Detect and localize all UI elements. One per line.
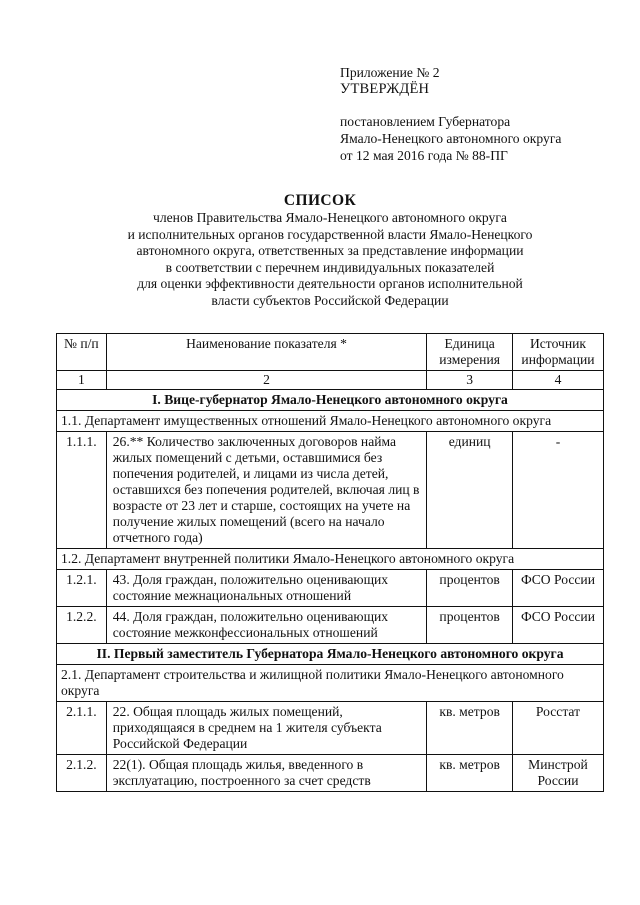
- document-subtitle: [60, 210, 600, 310]
- indicator-source: -: [512, 432, 603, 549]
- row-number: 1.2.1.: [57, 570, 107, 607]
- indicator-source: Минстрой России: [512, 755, 603, 792]
- row-number: 2.1.1.: [57, 702, 107, 755]
- indicator-unit: процентов: [427, 570, 513, 607]
- indicator-name: 44. Доля граждан, положительно оценивающих состояние межконфессиональных отношений: [106, 607, 427, 644]
- indicator-unit: единиц: [427, 432, 513, 549]
- indicator-name: 43. Доля граждан, положительно оценивающих состояние межнациональных отношений: [106, 570, 427, 607]
- header-source: Источник информации: [512, 334, 603, 371]
- row-number: 1.2.2.: [57, 607, 107, 644]
- department-title: 1.2. Департамент внутренней политики Ямало-Ненецкого автономного округа: [57, 549, 604, 570]
- indicator-name: 22(1). Общая площадь жилья, введенного в эксплуатацию, построенного за счет средств: [106, 755, 427, 792]
- header-indicator-name: Наименование показателя *: [106, 334, 427, 371]
- appendix-number: Приложение № 2: [340, 65, 440, 80]
- table-header-row: [57, 334, 604, 371]
- region-line: Ямало-Ненецкого автономного округа: [340, 131, 562, 146]
- decree-date: от 12 мая 2016 года № 88-ПГ: [340, 148, 508, 163]
- header-number: № п/п: [57, 334, 107, 371]
- subtitle-line: для оценки эффективности деятельности органов исполнительной: [137, 276, 523, 292]
- indicator-source: ФСО России: [512, 607, 603, 644]
- table-row: [57, 702, 604, 755]
- subtitle-line: в соответствии с перечнем индивидуальных показателей: [165, 259, 495, 275]
- table-row: [57, 607, 604, 644]
- section-title: I. Вице-губернатор Ямало-Ненецкого автономного округа: [57, 390, 604, 411]
- department-row: [57, 549, 604, 570]
- indicator-name: 22. Общая площадь жилых помещений, приходящаяся в среднем на 1 жителя субъекта Российской Федерации: [106, 702, 427, 755]
- indicator-unit: процентов: [427, 607, 513, 644]
- subtitle-line: автономного округа, ответственных за представление информации: [136, 243, 524, 259]
- column-number: 1: [57, 371, 107, 390]
- document-title: СПИСОК: [283, 192, 357, 209]
- section-row: [57, 644, 604, 665]
- approved-label: УТВЕРЖДЁН: [340, 81, 430, 97]
- column-number: 2: [106, 371, 427, 390]
- department-row: [57, 411, 604, 432]
- department-title: 1.1. Департамент имущественных отношений Ямало-Ненецкого автономного округа: [57, 411, 604, 432]
- department-title: 2.1. Департамент строительства и жилищной политики Ямало-Ненецкого автономного округа: [57, 665, 604, 702]
- subtitle-line: и исполнительных органов государственной власти Ямало-Ненецкого: [127, 226, 533, 242]
- section-title: II. Первый заместитель Губернатора Ямало-Ненецкого автономного округа: [57, 644, 604, 665]
- approval-stamp: [340, 64, 630, 164]
- row-number: 1.1.1.: [57, 432, 107, 549]
- subtitle-line: членов Правительства Ямало-Ненецкого автономного округа: [153, 210, 507, 225]
- table-row: [57, 570, 604, 607]
- subtitle-line: власти субъектов Российской Федерации: [211, 292, 449, 308]
- indicators-table: [56, 333, 604, 792]
- indicator-unit: кв. метров: [427, 702, 513, 755]
- column-numbers-row: [57, 371, 604, 390]
- indicator-source: Росстат: [512, 702, 603, 755]
- indicator-source: ФСО России: [512, 570, 603, 607]
- department-row: [57, 665, 604, 702]
- column-number: 3: [427, 371, 513, 390]
- indicator-name: 26.** Количество заключенных договоров найма жилых помещений с детьми, оставшимися без попечения родителей, и лицами из числа детей, оставшихся без попечения родителей, включая лиц в возрасте от 23 лет и старше, состоящих на учете на получение жилых помещений (всего на начало отчетного года): [106, 432, 427, 549]
- column-number: 4: [512, 371, 603, 390]
- indicator-unit: кв. метров: [427, 755, 513, 792]
- section-row: [57, 390, 604, 411]
- decree-line: постановлением Губернатора: [340, 114, 511, 129]
- header-unit: Единица измерения: [427, 334, 513, 371]
- row-number: 2.1.2.: [57, 755, 107, 792]
- table-row: [57, 755, 604, 792]
- table-row: [57, 432, 604, 549]
